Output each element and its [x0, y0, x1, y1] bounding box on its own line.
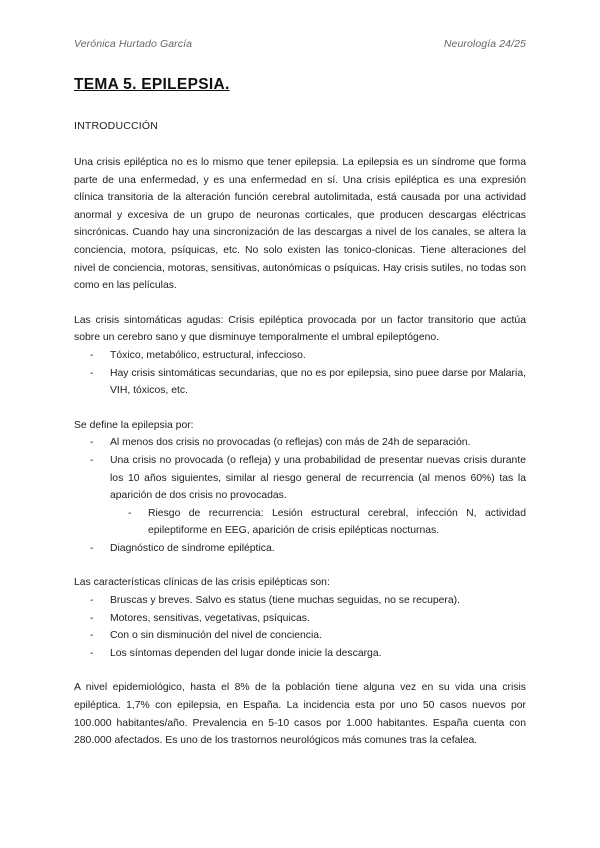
list-item: - Al menos dos crisis no provocadas (o reflejas) con más de 24h de separación. [90, 434, 526, 452]
list-item: - Bruscas y breves. Salvo es status (tiene muchas seguidas, no se recupera). [90, 592, 526, 610]
list-item: - Riesgo de recurrencia: Lesión estructural cerebral, infección N, actividad epileptiforme en EEG, aparición de crisis epilépticas nocturnas. [128, 505, 526, 540]
header-course: Neurología 24/25 [443, 38, 526, 50]
list-item: - Motores, sensitivas, vegetativas, psíquicas. [90, 610, 526, 628]
list-item: - Con o sin disminución del nivel de conciencia. [90, 627, 526, 645]
page-header [74, 38, 526, 50]
list-item: - Diagnóstico de síndrome epiléptica. [90, 540, 526, 558]
list-define-sub [74, 505, 526, 540]
list-item: - Una crisis no provocada (o refleja) y una probabilidad de presentar nuevas crisis durante los 10 años siguientes, similar al riesgo general de recurrencia (al menos 60%) tas la aparición de dos crisis no provocadas. [90, 452, 526, 505]
paragraph-agudas: Las crisis sintomáticas agudas: Crisis epiléptica provocada por un factor transitorio que actúa sobre un cerebro sano y que disminuye temporalmente el umbral epileptógeno. [74, 314, 526, 344]
paragraph-epidemiologia: A nivel epidemiológico, hasta el 8% de la población tiene alguna vez en su vida una crisis epiléptica. 1,7% con epilepsia, en España. La incidencia esta por uno 50 casos nuevos por 100.000 habitantes/año. Prevalencia en 5-10 casos por 1.000 habitantes. España cuenta con 280.000 afectados. Es uno de los trastornos neurológicos más comunes tras la cefalea. [74, 682, 526, 747]
list-define [74, 434, 526, 504]
list-item: - Los síntomas dependen del lugar donde inicie la descarga. [90, 645, 526, 663]
paragraph-intro: Una crisis epiléptica no es lo mismo que tener epilepsia. La epilepsia es un síndrome que forma parte de una enfermedad, y es una enfermedad en sí. Una crisis epiléptica es una expresión clínica transitoria de la alteración función cerebral autolimitada, está causada por una actividad anormal y excesiva de un grupo de neuronas corticales, que producen descargas eléctricas sincrónicas. Cuando hay una sincronización de las descargas a nivel de los canales, se altera la conciencia, motora, psíquicas, etc. No solo existen las tonico-clonicas. Tiene alteraciones del nivel de conciencia, motoras, sensitivas, autonómicas o psíquicas. Hay crisis sutiles, no todas son como en las películas. [74, 157, 526, 292]
section-heading: INTRODUCCIÓN [74, 120, 159, 132]
page-title: TEMA 5. EPILEPSIA. [74, 76, 230, 93]
list-item: - Hay crisis sintomáticas secundarias, que no es por epilepsia, sino puee darse por Malaria, VIH, tóxicos, etc. [90, 365, 526, 400]
paragraph-define: Se define la epilepsia por: [74, 419, 194, 431]
paragraph-caracteristicas: Las características clínicas de las crisis epilépticas son: [74, 577, 330, 589]
list-agudas [74, 347, 526, 400]
list-caracteristicas [74, 592, 526, 662]
document-body [74, 76, 526, 750]
header-author: Verónica Hurtado García [74, 38, 193, 50]
list-define-last [74, 540, 526, 558]
list-item: - Tóxico, metabólico, estructural, infeccioso. [90, 347, 526, 365]
